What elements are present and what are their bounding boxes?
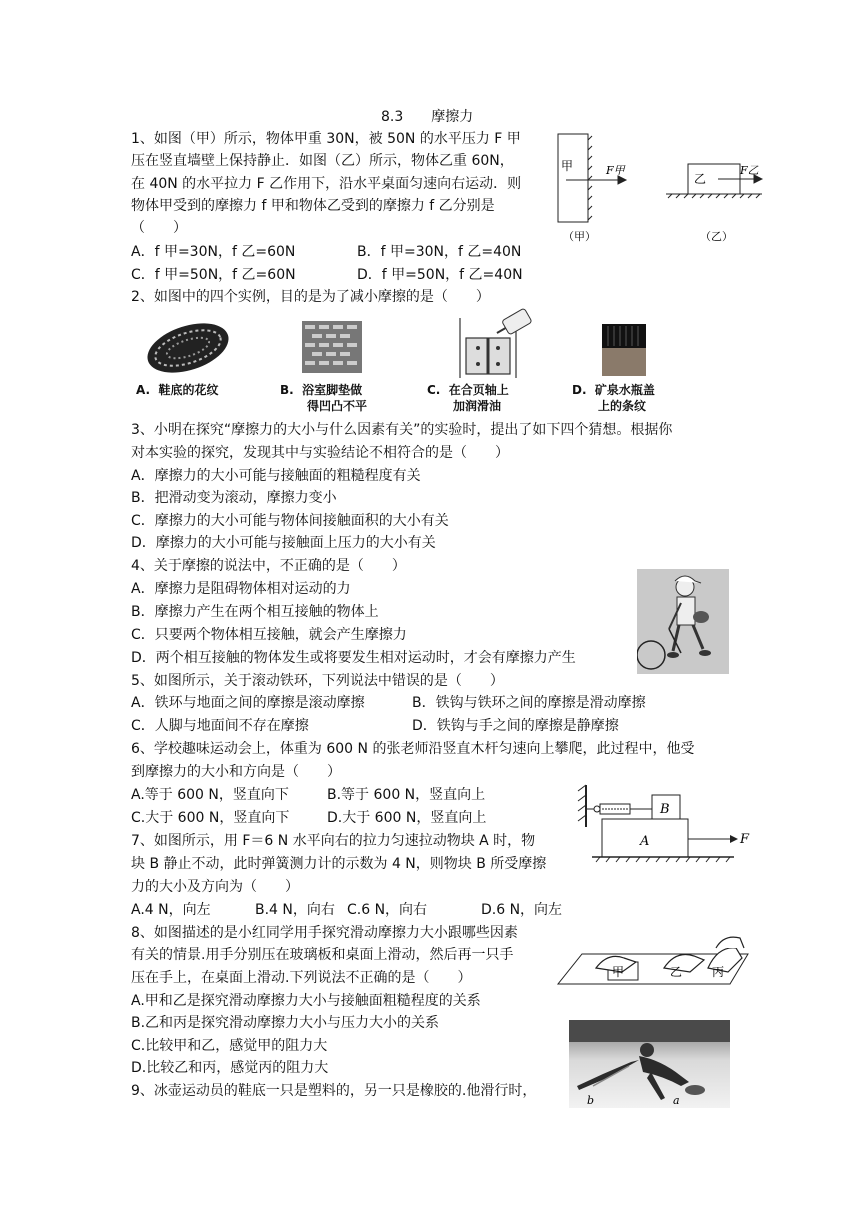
q6-option-b: B.等于 600 N，竖直向上 <box>327 787 486 803</box>
q2-caption-c-letter: C. <box>427 383 441 397</box>
q7-option-a: A.4 N，向左 <box>131 902 211 918</box>
q1-line-3: 在 40N 的水平拉力 F 乙作用下，沿水平桌面匀速向右运动．则 <box>131 176 522 192</box>
q8-label-bing: 丙 <box>712 965 725 979</box>
q2-caption-b-text-1: 浴室脚垫做 <box>302 383 363 397</box>
q7-option-d: D.6 N，向左 <box>481 902 563 918</box>
q8-option-c: C.比较甲和乙，感觉甲的阻力大 <box>131 1038 328 1054</box>
q2-caption-b-letter: B. <box>280 383 294 397</box>
q4-option-a: A．摩擦力是阻碍物体相对运动的力 <box>131 581 351 597</box>
q1-jia-caption: （甲） <box>563 230 596 243</box>
q8-option-d: D.比较乙和丙，感觉丙的阻力大 <box>131 1060 329 1076</box>
q9-line-1: 9、冰壶运动员的鞋底一只是塑料的，另一只是橡胶的.他滑行时， <box>131 1083 537 1099</box>
q1-line-2: 压在竖直墙壁上保持静止．如图（乙）所示，物体乙重 60N， <box>131 153 514 169</box>
q1-line-1: 1、如图（甲）所示，物体甲重 30N，被 50N 的水平压力 F 甲 <box>131 131 521 147</box>
q7-line-3: 力的大小及方向为（ ） <box>131 879 299 895</box>
q1-figure-jia <box>548 130 648 245</box>
q2-caption-b-text-2: 得凹凸不平 <box>307 399 368 413</box>
q7-block-a-label: A <box>640 834 650 849</box>
q1-option-a: A．f 甲=30N，f 乙=60N <box>131 244 296 260</box>
q1-option-b: B．f 甲=30N，f 乙=40N <box>357 244 522 260</box>
q6-option-d: D.大于 600 N，竖直向上 <box>327 810 487 826</box>
q2-image-hinge-oil <box>450 308 535 380</box>
q5-image-boy-rolling-hoop <box>637 569 729 674</box>
q6-line-2: 到摩擦力的大小和方向是（ ） <box>131 764 341 780</box>
q1-line-4: 物体甲受到的摩擦力 f 甲和物体乙受到的摩擦力 f 乙分别是 <box>131 198 495 214</box>
q7-option-c: C.6 N，向右 <box>347 902 428 918</box>
q5-option-c: C．人脚与地面间不存在摩擦 <box>131 718 309 734</box>
q2-caption-d-text-2: 上的条纹 <box>598 399 647 413</box>
q8-label-jia: 甲 <box>612 965 625 979</box>
section-name: 摩擦力 <box>431 109 474 125</box>
q1-yi-caption: （乙） <box>700 230 733 243</box>
q2-caption-d-letter: D. <box>572 383 587 397</box>
q1-figure-yi <box>660 150 765 245</box>
q9-label-a: a <box>673 1094 680 1107</box>
q2-caption-a <box>136 380 218 400</box>
q1-option-d: D．f 甲=50N，f 乙=40N <box>357 267 523 283</box>
q5-stem: 5、如图所示，关于滚动铁环，下列说法中错误的是（ ） <box>131 673 504 689</box>
q2-caption-a-letter: A. <box>136 383 151 397</box>
q4-option-b: B．摩擦力产生在两个相互接触的物体上 <box>131 604 379 620</box>
q4-stem: 4、关于摩擦的说法中，不正确的是（ ） <box>131 558 406 574</box>
q2-image-shoe-sole <box>140 318 240 378</box>
q3-option-b: B．把滑动变为滚动，摩擦力变小 <box>131 490 337 506</box>
q5-option-b: B．铁钩与铁环之间的摩擦是滑动摩擦 <box>412 695 646 711</box>
q7-block-b-label: B <box>660 802 670 817</box>
q2-caption-c-text-2: 加润滑油 <box>453 399 502 413</box>
q6-option-c: C.大于 600 N，竖直向下 <box>131 810 290 826</box>
q7-force-label: F <box>740 832 750 847</box>
q3-line-2: 对本实验的探究，发现其中与实验结论不相符合的是（ ） <box>131 445 509 461</box>
q2-image-bath-mat <box>301 320 363 374</box>
q2-image-bottle-cap <box>600 322 648 378</box>
q5-option-a: A．铁环与地面之间的摩擦是滚动摩擦 <box>131 695 365 711</box>
section-number: 8.3 <box>381 109 404 125</box>
q1-line-5: （ ） <box>131 220 187 236</box>
q8-figure-hands <box>552 928 752 990</box>
q8-line-2: 有关的情景.用手分别压在玻璃板和桌面上滑动，然后再一只手 <box>131 947 514 963</box>
q2-caption-d-text-1: 矿泉水瓶盖 <box>594 383 655 397</box>
q1-jia-force-label: F甲 <box>606 164 625 177</box>
q3-option-c: C．摩擦力的大小可能与物体间接触面积的大小有关 <box>131 513 449 529</box>
q8-option-b: B.乙和丙是探究滑动摩擦力大小与压力大小的关系 <box>131 1015 440 1031</box>
q8-line-1: 8、如图描述的是小红同学用手探究滑动摩擦力大小跟哪些因素 <box>131 925 518 941</box>
q8-line-3: 压在手上，在桌面上滑动.下列说法不正确的是（ ） <box>131 970 472 986</box>
q2-caption-c-text-1: 在合页轴上 <box>448 383 509 397</box>
q9-image-curling-athlete <box>569 1020 730 1108</box>
q3-option-d: D．摩擦力的大小可能与接触面上压力的大小有关 <box>131 535 436 551</box>
q4-option-d: D．两个相互接触的物体发生或将要发生相对运动时，才会有摩擦力产生 <box>131 650 576 666</box>
q7-line-2: 块 B 静止不动，此时弹簧测力计的示数为 4 N，则物块 B 所受摩擦 <box>131 856 547 872</box>
q1-jia-block-label: 甲 <box>561 159 574 173</box>
q1-yi-force-label: F乙 <box>740 164 759 177</box>
q3-option-a: A．摩擦力的大小可能与接触面的粗糙程度有关 <box>131 468 421 484</box>
q7-figure-spring-blocks <box>574 781 752 865</box>
q9-label-b: b <box>587 1094 595 1107</box>
q1-option-c: C．f 甲=50N，f 乙=60N <box>131 267 296 283</box>
q1-yi-block-label: 乙 <box>694 172 707 186</box>
q8-option-a: A.甲和乙是探究滑动摩擦力大小与接触面粗糙程度的关系 <box>131 993 481 1009</box>
q3-line-1: 3、小明在探究“摩擦力的大小与什么因素有关”的实验时，提出了如下四个猜想。根据你 <box>131 422 673 438</box>
page-title <box>381 106 473 126</box>
q5-option-d: D．铁钩与手之间的摩擦是静摩擦 <box>412 718 619 734</box>
q7-line-1: 7、如图所示，用 F＝6 N 水平向右的拉力匀速拉动物块 A 时，物 <box>131 833 536 849</box>
q2-caption-a-text: 鞋底的花纹 <box>158 383 219 397</box>
q6-option-a: A.等于 600 N，竖直向下 <box>131 787 289 803</box>
q4-option-c: C．只要两个物体相互接触，就会产生摩擦力 <box>131 627 407 643</box>
q7-option-b: B.4 N，向右 <box>255 902 335 918</box>
q2-stem: 2、如图中的四个实例，目的是为了减小摩擦的是（ ） <box>131 289 490 305</box>
q8-label-yi: 乙 <box>670 965 683 979</box>
q6-line-1: 6、学校趣味运动会上，体重为 600 N 的张老师沿竖直木杆匀速向上攀爬，此过程中，他受 <box>131 741 695 757</box>
